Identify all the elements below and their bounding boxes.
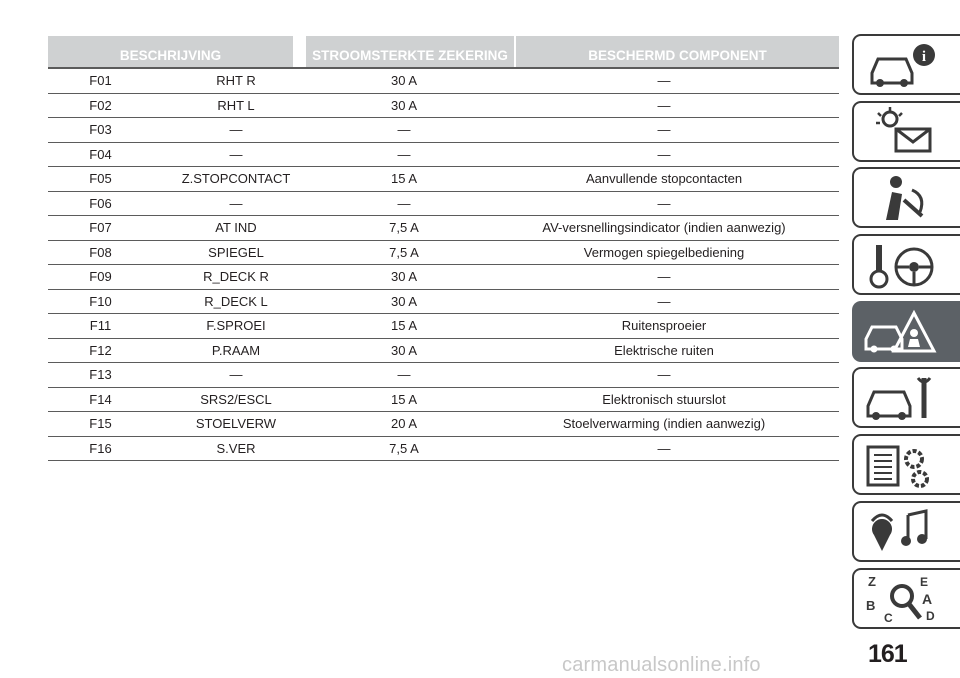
chapter-tab-2[interactable] [852,101,960,162]
table-row [48,412,839,437]
fuse-description: SRS2/ESCL [200,391,272,407]
fuse-amperage: 20 A [390,416,418,432]
warning-lights-message-icon [862,105,940,157]
car-maintenance-wrench-icon [862,372,940,424]
fuse-code: F15 [89,416,112,432]
header-component: BESCHERMD COMPONENT [516,36,839,67]
fuse-component: Vermogen spiegelbediening [583,244,745,260]
fuse-table [48,36,839,461]
fuse-component: — [657,146,671,162]
chapter-tab-8[interactable] [852,501,960,562]
car-info-icon [862,39,940,91]
fuse-code: F09 [89,269,112,285]
fuse-amperage: 30 A [390,293,418,309]
fuse-code: F16 [89,440,112,456]
fuse-amperage: 7,5 A [389,244,419,260]
fuse-component: — [657,367,671,383]
fuse-description: R_DECK L [204,293,268,309]
svg-text:E: E [920,575,929,589]
fuse-code: F14 [89,391,112,407]
table-row [48,216,839,241]
fuse-code: F12 [89,342,112,358]
fuse-amperage: 30 A [390,269,418,285]
fuse-amperage: 7,5 A [389,440,419,456]
fuse-description: P.RAAM [211,342,261,358]
key-steering-wheel-icon [862,239,940,291]
fuse-component: — [657,440,671,456]
table-row [48,192,839,217]
fuse-description: SPIEGEL [208,244,264,260]
car-emergency-warning-icon [862,305,940,357]
table-row [48,241,839,266]
chapter-tab-1[interactable] [852,34,960,95]
fuse-code: F03 [89,122,112,138]
fuse-amperage: — [397,195,411,211]
fuse-code: F07 [89,220,112,236]
fuse-description: RHT R [216,73,256,89]
header-description: BESCHRIJVING [48,36,293,67]
table-row [48,363,839,388]
fuse-amperage: 30 A [390,342,418,358]
fuse-code: F10 [89,293,112,309]
chapter-tab-9[interactable] [852,568,960,629]
fuse-code: F02 [89,97,112,113]
fuse-description: Z.STOPCONTACT [181,171,291,187]
fuse-component: Stoelverwarming (indien aanwezig) [562,416,766,432]
fuse-component: Aanvullende stopcontacten [585,171,743,187]
fuse-amperage: 15 A [390,171,418,187]
header-amperage: STROOMSTERKTE ZEKERING [306,36,514,67]
fuse-amperage: — [397,367,411,383]
table-row [48,265,839,290]
fuse-amperage: 15 A [390,318,418,334]
table-row [48,69,839,94]
table-row [48,143,839,168]
table-row [48,167,839,192]
table-row [48,339,839,364]
fuse-code: F05 [89,171,112,187]
fuse-description: S.VER [216,440,256,456]
table-header [48,36,839,67]
chapter-tab-7[interactable] [852,434,960,495]
fuse-component: Elektronisch stuurslot [602,391,726,407]
fuse-description: — [229,146,243,162]
fuse-description: R_DECK R [203,269,269,285]
fuse-amperage: 7,5 A [389,220,419,236]
fuse-description: — [229,367,243,383]
fuse-amperage: 15 A [390,391,418,407]
watermark: carmanualsonline.info [562,654,761,676]
fuse-component: AV-versnellingsindicator (indien aanwezig) [542,220,786,236]
fuse-component: — [657,97,671,113]
fuse-description: RHT L [217,97,255,113]
svg-text:B: B [866,598,876,613]
fuse-amperage: 30 A [390,97,418,113]
airbag-seatbelt-icon [862,172,940,224]
page-number: 161 [868,640,907,668]
fuse-code: F04 [89,146,112,162]
fuse-amperage: — [397,122,411,138]
fuse-component: — [657,195,671,211]
table-row [48,290,839,315]
fuse-component: — [657,269,671,285]
table-row [48,437,839,462]
fuse-amperage: — [397,146,411,162]
chapter-tabs [852,34,960,634]
fuse-code: F01 [89,73,112,89]
fuse-description: STOELVERW [195,416,277,432]
chapter-tab-6[interactable] [852,367,960,428]
multimedia-music-icon [862,505,940,557]
fuse-component: Elektrische ruiten [614,342,714,358]
svg-text:C: C [884,611,893,624]
fuse-component: — [657,293,671,309]
table-row [48,118,839,143]
fuse-component: — [657,73,671,89]
table-row [48,314,839,339]
table-body [48,67,839,461]
chapter-tab-5[interactable] [852,301,960,362]
fuse-component: Ruitensproeier [621,318,707,334]
svg-text:A: A [922,591,933,607]
chapter-tab-4[interactable] [852,234,960,295]
fuse-code: F11 [89,318,112,334]
svg-text:i: i [921,48,927,65]
svg-text:D: D [926,609,935,623]
table-row [48,388,839,413]
chapter-tab-3[interactable] [852,167,960,228]
fuse-amperage: 30 A [390,73,418,89]
fuse-code: F13 [89,367,112,383]
fuse-component: — [657,122,671,138]
fuse-description: — [229,122,243,138]
fuse-description: F.SPROEI [206,318,266,334]
svg-text:Z: Z [868,574,876,589]
fuse-code: F08 [89,244,112,260]
table-row [48,94,839,119]
index-search-letters-icon [862,572,940,624]
fuse-description: AT IND [215,220,257,236]
fuse-description: — [229,195,243,211]
specs-gears-icon [862,439,940,491]
fuse-code: F06 [89,195,112,211]
